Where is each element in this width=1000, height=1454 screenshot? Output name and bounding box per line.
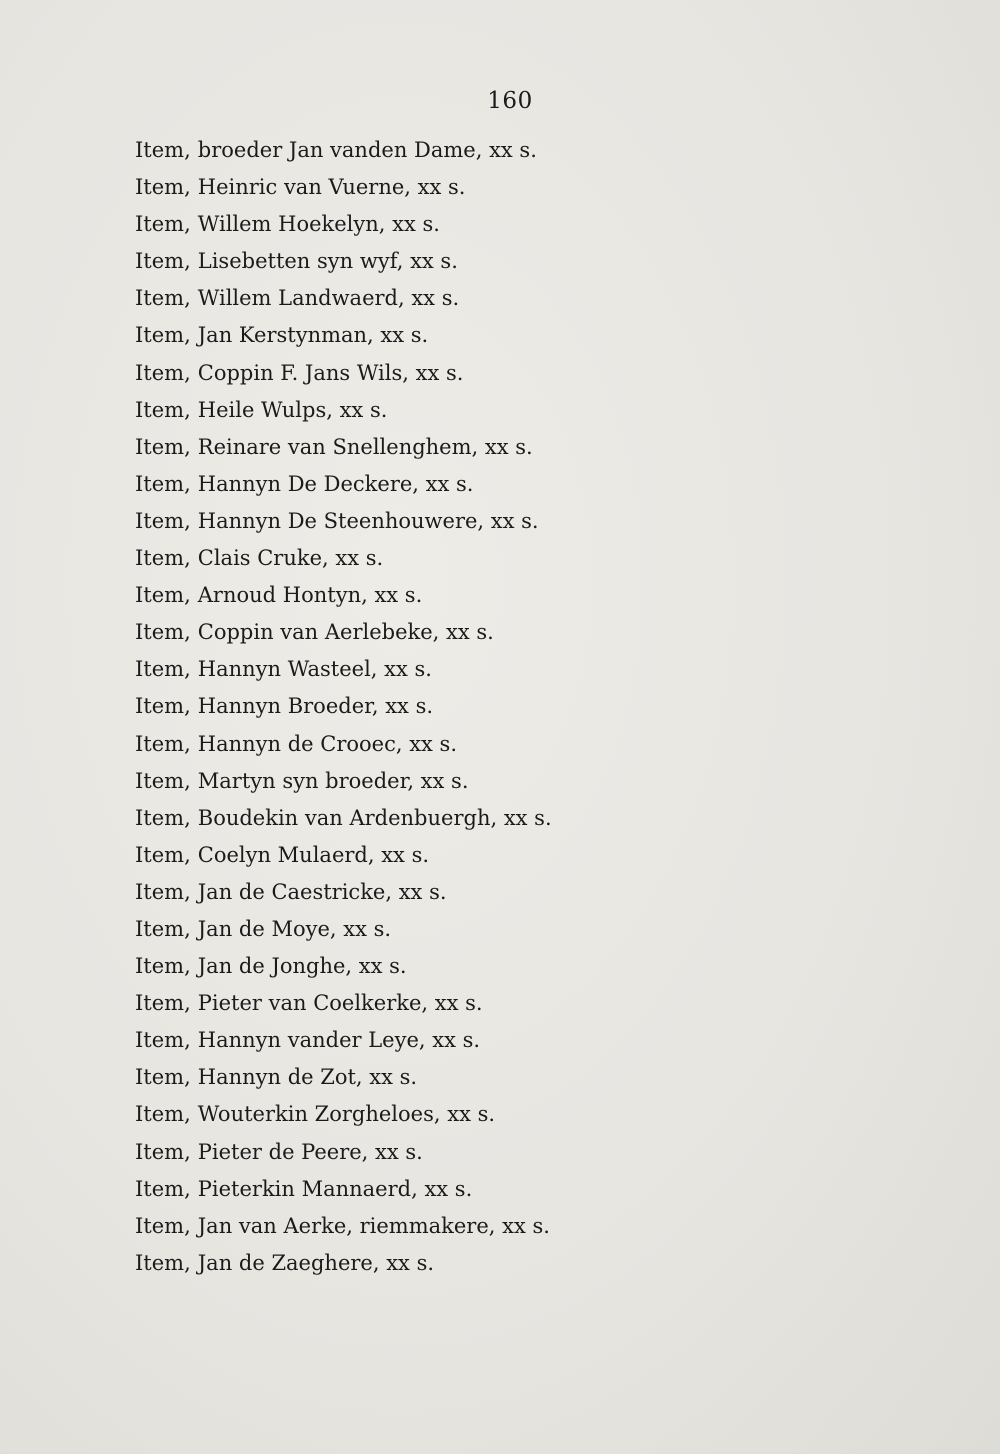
entry-label: Item, [135, 805, 191, 830]
list-item [135, 726, 552, 763]
list-item [135, 169, 552, 206]
entry-label: Item, [135, 397, 191, 422]
entry-text: Coppin F. Jans Wils, xx s. [197, 360, 464, 385]
entry-label: Item, [135, 471, 191, 496]
list-item [135, 503, 552, 540]
entry-text: Lisebetten syn wyf, xx s. [197, 249, 458, 274]
entry-list [135, 132, 552, 1282]
entry-label: Item, [135, 842, 191, 867]
entry-label: Item, [135, 175, 191, 200]
list-item [135, 243, 552, 280]
list-item [135, 1171, 552, 1208]
entry-text: Jan de Moye, xx s. [197, 916, 392, 941]
entry-text: Jan de Zaeghere, xx s. [197, 1250, 435, 1275]
entry-label: Item, [135, 1139, 191, 1164]
list-item [135, 837, 552, 874]
entry-text: Arnoud Hontyn, xx s. [197, 583, 423, 608]
entry-text: Coppin van Aerlebeke, xx s. [197, 620, 494, 645]
list-item [135, 466, 552, 503]
entry-label: Item, [135, 583, 191, 608]
entry-label: Item, [135, 323, 191, 348]
list-item [135, 577, 552, 614]
entry-text: Hannyn Wasteel, xx s. [197, 657, 432, 682]
entry-text: Coelyn Mulaerd, xx s. [197, 842, 430, 867]
list-item [135, 874, 552, 911]
entry-text: Hannyn De Deckere, xx s. [197, 471, 474, 496]
list-item [135, 1208, 552, 1245]
entry-label: Item, [135, 249, 191, 274]
entry-text: Jan de Caestricke, xx s. [197, 879, 447, 904]
entry-label: Item, [135, 694, 191, 719]
entry-text: Boudekin van Ardenbuergh, xx s. [197, 805, 552, 830]
entry-text: Willem Landwaerd, xx s. [197, 286, 460, 311]
entry-label: Item, [135, 434, 191, 459]
entry-label: Item, [135, 360, 191, 385]
list-item [135, 392, 552, 429]
entry-label: Item, [135, 991, 191, 1016]
list-item [135, 1022, 552, 1059]
entry-text: Pieter van Coelkerke, xx s. [197, 991, 483, 1016]
entry-text: Jan van Aerke, riemmakere, xx s. [197, 1213, 550, 1238]
entry-text: Willem Hoekelyn, xx s. [197, 212, 440, 237]
list-item [135, 280, 552, 317]
list-item [135, 651, 552, 688]
entry-text: Wouterkin Zorgheloes, xx s. [197, 1102, 496, 1127]
entry-text: Hannyn de Crooec, xx s. [197, 731, 458, 756]
page-number: 160 [487, 88, 533, 114]
entry-label: Item, [135, 1028, 191, 1053]
list-item [135, 763, 552, 800]
entry-label: Item, [135, 1213, 191, 1238]
entry-text: broeder Jan vanden Dame, xx s. [197, 138, 537, 162]
entry-label: Item, [135, 286, 191, 311]
entry-label: Item, [135, 546, 191, 571]
list-item [135, 429, 552, 466]
entry-text: Jan Kerstynman, xx s. [197, 323, 429, 348]
entry-label: Item, [135, 768, 191, 793]
entry-text: Hannyn De Steenhouwere, xx s. [197, 508, 539, 533]
list-item [135, 800, 552, 837]
entry-label: Item, [135, 916, 191, 941]
list-item [135, 911, 552, 948]
entry-text: Jan de Jonghe, xx s. [197, 954, 407, 979]
entry-text: Martyn syn broeder, xx s. [197, 768, 469, 793]
entry-label: Item, [135, 731, 191, 756]
entry-text: Pieterkin Mannaerd, xx s. [197, 1176, 473, 1201]
list-item [135, 540, 552, 577]
entry-label: Item, [135, 879, 191, 904]
entry-text: Hannyn de Zot, xx s. [197, 1065, 418, 1090]
list-item [135, 132, 552, 169]
list-item [135, 355, 552, 392]
list-item [135, 1059, 552, 1096]
entry-label: Item, [135, 954, 191, 979]
list-item [135, 1245, 552, 1282]
list-item [135, 206, 552, 243]
entry-label: Item, [135, 1102, 191, 1127]
list-item [135, 688, 552, 725]
list-item [135, 614, 552, 651]
list-item [135, 1096, 552, 1133]
entry-text: Clais Cruke, xx s. [197, 546, 384, 571]
entry-label: Item, [135, 508, 191, 533]
entry-label: Item, [135, 138, 191, 162]
list-item [135, 317, 552, 354]
entry-label: Item, [135, 620, 191, 645]
list-item [135, 948, 552, 985]
entry-label: Item, [135, 657, 191, 682]
list-item [135, 1134, 552, 1171]
entry-text: Heinric van Vuerne, xx s. [197, 175, 466, 200]
entry-text: Hannyn Broeder, xx s. [197, 694, 434, 719]
entry-text: Heile Wulps, xx s. [197, 397, 388, 422]
entry-text: Hannyn vander Leye, xx s. [197, 1028, 481, 1053]
list-item [135, 985, 552, 1022]
entry-label: Item, [135, 1065, 191, 1090]
entry-label: Item, [135, 1176, 191, 1201]
entry-text: Reinare van Snellenghem, xx s. [197, 434, 533, 459]
entry-text: Pieter de Peere, xx s. [197, 1139, 423, 1164]
entry-label: Item, [135, 212, 191, 237]
entry-label: Item, [135, 1250, 191, 1275]
